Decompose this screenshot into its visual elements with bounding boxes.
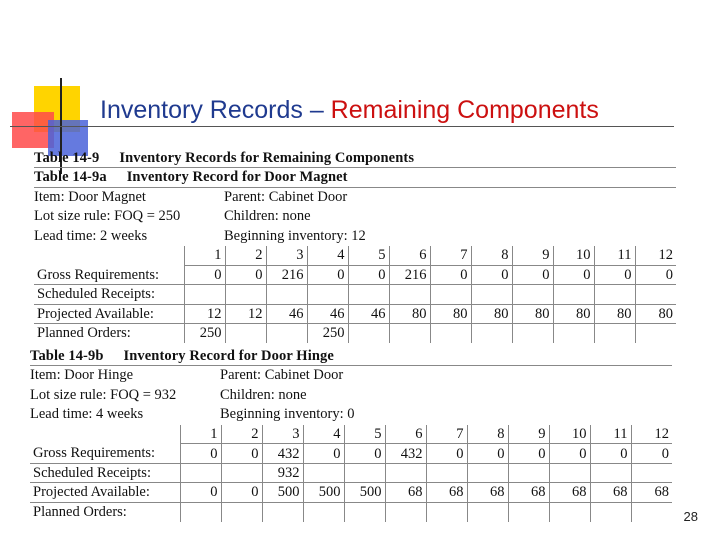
table-cell <box>344 463 385 482</box>
table-cell: 80 <box>635 304 676 323</box>
table-cell <box>389 324 430 343</box>
row-label: Planned Orders: <box>33 504 127 521</box>
table-cell: 216 <box>266 265 307 284</box>
table-title: Inventory Records for Remaining Components <box>119 150 415 166</box>
table-cell: 68 <box>549 483 590 502</box>
period-cell: 1 <box>184 246 225 265</box>
mrp-grid <box>30 425 672 522</box>
table-cell <box>508 463 549 482</box>
record-title: Inventory Record for Door Magnet <box>126 169 348 186</box>
table-cell: 68 <box>426 483 467 502</box>
table-cell <box>221 502 262 521</box>
period-header-row <box>30 425 672 444</box>
table-row <box>30 444 672 463</box>
period-cell: 12 <box>631 425 672 444</box>
period-header-blank <box>34 246 184 265</box>
record-lot-size: Lot size rule: FOQ = 932 <box>30 386 177 403</box>
table-cell: 0 <box>590 444 631 463</box>
table-row <box>30 483 672 502</box>
period-cell: 5 <box>348 246 389 265</box>
table-cell: 432 <box>262 444 303 463</box>
row-label: Projected Available: <box>30 483 180 502</box>
record-lead-time: Lead time: 2 weeks <box>34 227 148 244</box>
record-beginning-inventory: Beginning inventory: 12 <box>224 227 366 244</box>
table-cell: 12 <box>184 304 225 323</box>
period-header-blank <box>30 425 180 444</box>
table-cell: 0 <box>553 265 594 284</box>
table-cell <box>467 463 508 482</box>
table-cell <box>426 502 467 521</box>
table-cell <box>467 502 508 521</box>
record-number: Table 14-9a <box>34 169 107 186</box>
table-cell: 500 <box>262 483 303 502</box>
period-header-row <box>34 246 676 265</box>
table-cell <box>635 285 676 304</box>
table-cell <box>426 463 467 482</box>
table-cell: 0 <box>225 265 266 284</box>
record-lot-size: Lot size rule: FOQ = 250 <box>34 208 181 225</box>
table-cell: 500 <box>303 483 344 502</box>
table-cell <box>266 285 307 304</box>
period-cell: 4 <box>303 425 344 444</box>
table-cell: 250 <box>307 324 348 343</box>
period-cell: 8 <box>467 425 508 444</box>
table-cell <box>635 324 676 343</box>
table-cell <box>344 502 385 521</box>
table-cell: 46 <box>307 304 348 323</box>
table-number: Table 14-9 <box>34 150 100 166</box>
record-info-row <box>30 405 672 424</box>
record-info-row <box>30 366 672 385</box>
table-cell: 80 <box>553 304 594 323</box>
table-cell: 0 <box>512 265 553 284</box>
table-cell: 0 <box>430 265 471 284</box>
table-cell <box>385 502 426 521</box>
table-cell: 0 <box>508 444 549 463</box>
period-cell: 1 <box>180 425 221 444</box>
table-cell <box>385 463 426 482</box>
table-cell: 0 <box>549 444 590 463</box>
table-cell: 0 <box>180 483 221 502</box>
record-header <box>30 347 672 366</box>
table-cell: 68 <box>385 483 426 502</box>
decor-horizontal-line <box>10 126 674 127</box>
table-cell <box>184 285 225 304</box>
table-cell <box>512 324 553 343</box>
table-cell <box>631 463 672 482</box>
table-row <box>30 502 672 521</box>
record-info-row <box>30 386 672 405</box>
record-parent: Parent: Cabinet Door <box>224 188 348 205</box>
table-cell: 0 <box>594 265 635 284</box>
table-cell: 68 <box>467 483 508 502</box>
period-cell: 4 <box>307 246 348 265</box>
table-cell: 0 <box>344 444 385 463</box>
period-cell: 11 <box>594 246 635 265</box>
row-label: Scheduled Receipts: <box>30 463 180 482</box>
table-cell <box>553 285 594 304</box>
table-cell: 0 <box>184 265 225 284</box>
period-cell: 7 <box>426 425 467 444</box>
table-cell: 0 <box>348 265 389 284</box>
slide-title-accent: Remaining Components <box>330 96 599 124</box>
table-cell <box>471 324 512 343</box>
period-cell: 6 <box>389 246 430 265</box>
table-row <box>34 285 676 304</box>
period-cell: 6 <box>385 425 426 444</box>
period-cell: 3 <box>262 425 303 444</box>
row-label: Scheduled Receipts: <box>34 285 184 304</box>
period-cell: 9 <box>508 425 549 444</box>
table-cell <box>594 324 635 343</box>
table-row <box>34 324 676 343</box>
table-header <box>34 149 676 168</box>
table-cell <box>594 285 635 304</box>
table-cell <box>631 502 672 521</box>
period-cell: 10 <box>549 425 590 444</box>
table-cell <box>262 502 303 521</box>
period-cell: 10 <box>553 246 594 265</box>
table-cell <box>430 324 471 343</box>
table-cell: 0 <box>471 265 512 284</box>
table-cell: 250 <box>184 324 225 343</box>
table-cell: 0 <box>635 265 676 284</box>
table-cell <box>225 324 266 343</box>
period-cell: 5 <box>344 425 385 444</box>
record-beginning-inventory: Beginning inventory: 0 <box>220 406 355 423</box>
table-row <box>34 304 676 323</box>
row-label: Gross Requirements: <box>34 265 184 284</box>
record-info-row <box>34 188 676 207</box>
record-number: Table 14-9b <box>30 348 104 364</box>
table-cell: 46 <box>266 304 307 323</box>
row-label: Planned Orders: <box>37 325 131 342</box>
table-cell: 80 <box>430 304 471 323</box>
period-cell: 2 <box>221 425 262 444</box>
table-cell <box>303 463 344 482</box>
table-cell: 0 <box>307 265 348 284</box>
table-cell: 932 <box>262 463 303 482</box>
table-cell <box>225 285 266 304</box>
table-cell <box>348 324 389 343</box>
table-cell: 500 <box>344 483 385 502</box>
table-cell <box>553 324 594 343</box>
mrp-grid <box>34 246 676 343</box>
table-cell <box>549 502 590 521</box>
table-cell <box>471 285 512 304</box>
table-cell: 0 <box>221 444 262 463</box>
table-cell <box>549 463 590 482</box>
table-cell: 0 <box>426 444 467 463</box>
record-header <box>34 168 676 187</box>
row-label: Gross Requirements: <box>30 444 180 463</box>
record-lead-time: Lead time: 4 weeks <box>30 406 144 423</box>
period-cell: 11 <box>590 425 631 444</box>
table-cell: 0 <box>631 444 672 463</box>
table-cell: 68 <box>508 483 549 502</box>
record-info-row <box>34 227 676 246</box>
table-cell: 0 <box>180 444 221 463</box>
inventory-record-door-hinge <box>30 347 672 522</box>
table-cell <box>389 285 430 304</box>
table-cell <box>266 324 307 343</box>
inventory-record-door-magnet <box>34 149 676 343</box>
record-title: Inventory Record for Door Hinge <box>123 348 334 364</box>
record-info-row <box>34 207 676 226</box>
record-item: Item: Door Magnet <box>34 188 146 205</box>
table-cell: 46 <box>348 304 389 323</box>
table-cell: 68 <box>631 483 672 502</box>
table-cell <box>348 285 389 304</box>
row-label: Projected Available: <box>34 304 184 323</box>
table-cell <box>590 463 631 482</box>
table-row <box>34 265 676 284</box>
table-cell <box>180 502 221 521</box>
table-cell <box>307 285 348 304</box>
table-row <box>30 463 672 482</box>
table-cell: 80 <box>594 304 635 323</box>
record-children: Children: none <box>224 208 311 225</box>
period-cell: 9 <box>512 246 553 265</box>
table-cell: 68 <box>590 483 631 502</box>
table-cell: 0 <box>221 483 262 502</box>
table-cell <box>512 285 553 304</box>
table-cell: 80 <box>512 304 553 323</box>
table-cell <box>303 502 344 521</box>
period-cell: 12 <box>635 246 676 265</box>
table-cell <box>590 502 631 521</box>
record-item: Item: Door Hinge <box>30 367 134 384</box>
page-number: 28 <box>683 509 698 524</box>
table-cell <box>180 463 221 482</box>
record-parent: Parent: Cabinet Door <box>220 367 344 384</box>
period-cell: 8 <box>471 246 512 265</box>
table-cell: 0 <box>303 444 344 463</box>
table-cell: 80 <box>389 304 430 323</box>
table-cell: 12 <box>225 304 266 323</box>
table-cell: 80 <box>471 304 512 323</box>
period-cell: 2 <box>225 246 266 265</box>
table-cell <box>221 463 262 482</box>
table-cell: 0 <box>467 444 508 463</box>
slide-title-main: Inventory Records – <box>100 96 331 124</box>
record-children: Children: none <box>220 386 307 403</box>
period-cell: 7 <box>430 246 471 265</box>
table-cell: 432 <box>385 444 426 463</box>
period-cell: 3 <box>266 246 307 265</box>
table-cell <box>430 285 471 304</box>
table-cell: 216 <box>389 265 430 284</box>
table-cell <box>508 502 549 521</box>
slide-title <box>100 96 599 125</box>
